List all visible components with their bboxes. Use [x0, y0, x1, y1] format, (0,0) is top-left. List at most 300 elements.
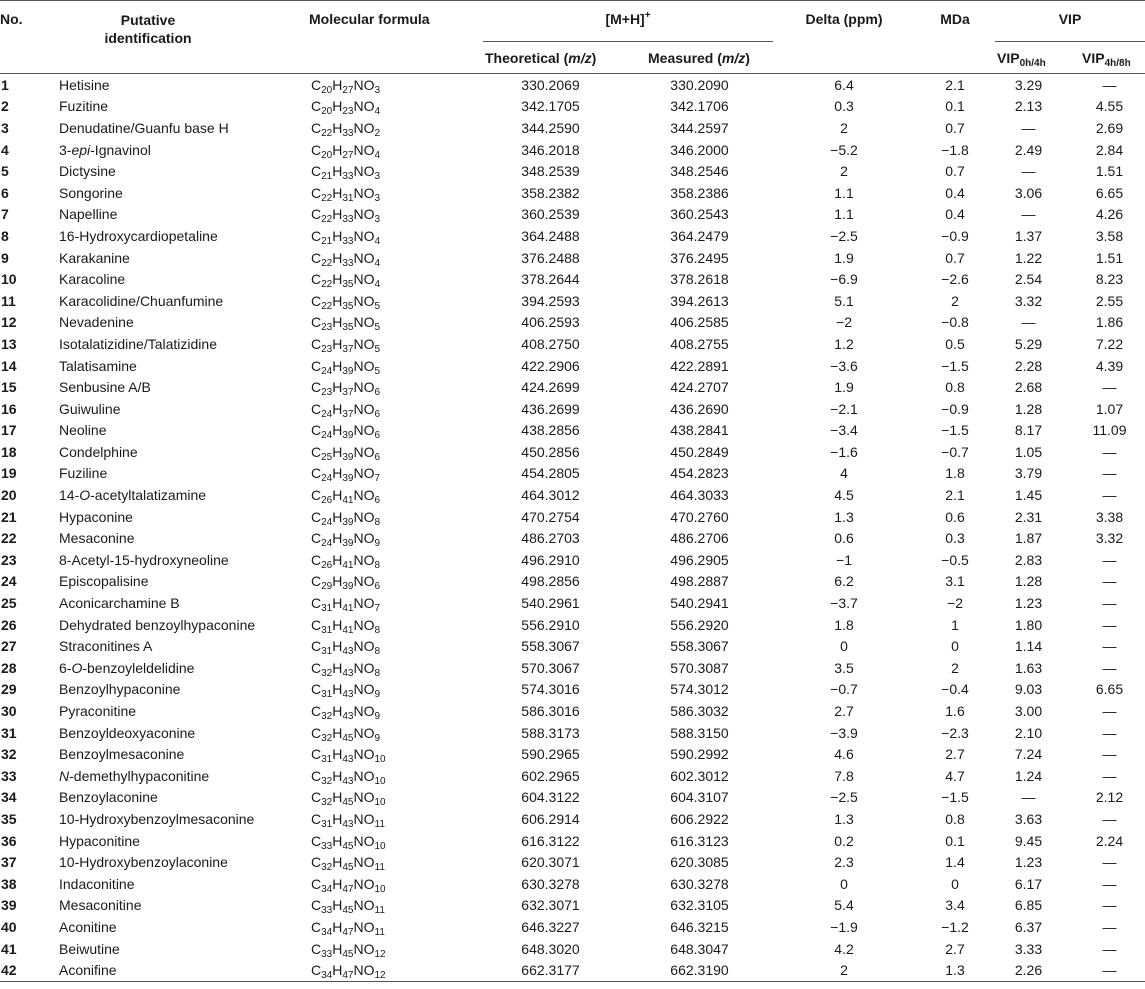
header-molecular-formula: Molecular formula — [309, 1, 483, 74]
molecular-formula: $C_{24}H_{39}NO_5$ — [311, 357, 381, 377]
table-row — [0, 204, 1145, 226]
table-row — [0, 441, 1145, 463]
vip-4h-8h: — — [1102, 573, 1117, 590]
compound-name: Talatisamine — [59, 357, 137, 374]
row-number: 9 — [1, 249, 9, 266]
molecular-formula: $C_{24}H_{39}NO_8$ — [311, 508, 381, 528]
vip-4h-8h: — — [1102, 487, 1117, 504]
measured-mz: 620.3085 — [670, 854, 729, 871]
vip-4h-8h: 4.39 — [1095, 357, 1124, 374]
row-number: 10 — [1, 271, 17, 288]
molecular-formula: $C_{22}H_{31}NO_3$ — [311, 184, 381, 204]
vip-4h-8h: 4.55 — [1095, 98, 1124, 115]
theoretical-mz: 606.2914 — [521, 810, 580, 827]
row-number: 27 — [1, 638, 17, 655]
delta-ppm: 0.6 — [834, 530, 854, 547]
mda-value: −1.5 — [941, 789, 969, 806]
vip-4h-8h: — — [1102, 443, 1117, 460]
table-row — [0, 333, 1145, 355]
compound-name: Pyraconitine — [59, 703, 137, 720]
row-number: 20 — [1, 487, 17, 504]
delta-ppm: 1.2 — [834, 335, 854, 352]
table-row — [0, 376, 1145, 398]
table-row — [0, 592, 1145, 614]
delta-ppm: 4.2 — [834, 940, 854, 957]
mda-value: 2 — [951, 659, 959, 676]
theoretical-mz: 408.2750 — [521, 335, 580, 352]
vip-0h-4h: 2.49 — [1014, 141, 1043, 158]
delta-ppm: 1.9 — [834, 249, 854, 266]
theoretical-mz: 378.2644 — [521, 271, 580, 288]
compound-name: 8-Acetyl-15-hydroxyneoline — [59, 551, 229, 568]
delta-ppm: 0 — [840, 638, 848, 655]
compound-name: 6-O-benzoyleldelidine — [59, 659, 195, 676]
theoretical-mz: 496.2910 — [521, 551, 580, 568]
delta-ppm: −3.4 — [830, 422, 858, 439]
row-number: 14 — [1, 357, 17, 374]
mda-value: −0.8 — [941, 314, 969, 331]
vip-0h-4h: 2.83 — [1014, 551, 1043, 568]
measured-mz: 602.3012 — [670, 767, 729, 784]
row-number: 22 — [1, 530, 17, 547]
header-vip-4h-8h: $VIP_{4h/8h}$ — [1074, 42, 1145, 74]
molecular-formula: $C_{22}H_{33}NO_3$ — [311, 206, 381, 226]
row-number: 34 — [1, 789, 17, 806]
compound-name: 16-Hydroxycardiopetaline — [59, 227, 218, 244]
table-row — [0, 117, 1145, 139]
vip-0h-4h: — — [1021, 206, 1036, 223]
vip-0h-4h: 3.29 — [1014, 76, 1043, 93]
vip-0h-4h: 2.68 — [1014, 379, 1043, 396]
mda-value: −0.7 — [941, 443, 969, 460]
measured-mz: 588.3150 — [670, 724, 729, 741]
vip-0h-4h: 1.23 — [1014, 854, 1043, 871]
vip-0h-4h: 1.05 — [1014, 443, 1043, 460]
mda-value: 2.7 — [945, 940, 965, 957]
vip-0h-4h: 1.23 — [1014, 595, 1043, 612]
delta-ppm: −0.7 — [830, 681, 858, 698]
vip-0h-4h: 3.06 — [1014, 184, 1043, 201]
mda-value: 2.1 — [945, 76, 965, 93]
theoretical-mz: 454.2805 — [521, 465, 580, 482]
row-number: 25 — [1, 595, 17, 612]
compound-name: Mesaconine — [59, 530, 135, 547]
header-theoretical: Theoretical (m/z) — [483, 42, 638, 74]
mda-value: 1.4 — [945, 854, 965, 871]
vip-4h-8h: 3.38 — [1095, 508, 1124, 525]
theoretical-mz: 498.2856 — [521, 573, 580, 590]
vip-4h-8h: — — [1102, 76, 1117, 93]
measured-mz: 376.2495 — [670, 249, 729, 266]
compound-name: Songorine — [59, 184, 123, 201]
vip-0h-4h: 2.26 — [995, 959, 1074, 981]
delta-ppm: 0.3 — [834, 98, 854, 115]
table-row — [0, 268, 1145, 290]
molecular-formula: $C_{22}H_{35}NO_5$ — [311, 292, 381, 312]
vip-4h-8h: — — [1102, 767, 1117, 784]
molecular-formula: $C_{20}H_{23}NO_4$ — [311, 98, 381, 118]
compound-name: Benzoylaconine — [59, 789, 158, 806]
table-row — [0, 74, 1145, 96]
molecular-formula: $C_{32}H_{43}NO_{10}$ — [311, 767, 386, 787]
delta-ppm: 7.8 — [834, 767, 854, 784]
measured-mz: 632.3105 — [670, 897, 729, 914]
header-vip: VIP — [1058, 11, 1082, 27]
vip-0h-4h: 1.28 — [1014, 400, 1043, 417]
vip-4h-8h: — — [1074, 959, 1145, 981]
vip-0h-4h: 6.37 — [1014, 918, 1043, 935]
theoretical-mz: 632.3071 — [521, 897, 580, 914]
row-number: 12 — [1, 314, 17, 331]
vip-4h-8h: 1.51 — [1095, 249, 1124, 266]
row-number: 33 — [1, 767, 17, 784]
measured-mz: 630.3278 — [670, 875, 729, 892]
molecular-formula: $C_{31}H_{43}NO_9$ — [311, 681, 381, 701]
vip-0h-4h: 1.80 — [1014, 616, 1043, 633]
row-number: 32 — [1, 746, 17, 763]
vip-0h-4h: 1.87 — [1014, 530, 1043, 547]
vip-0h-4h: 2.54 — [1014, 271, 1043, 288]
vip-4h-8h: 2.55 — [1095, 292, 1124, 309]
measured-mz: 438.2841 — [670, 422, 729, 439]
row-number: 40 — [1, 918, 17, 935]
table-row — [0, 225, 1145, 247]
vip-0h-4h: 1.14 — [1014, 638, 1043, 655]
compound-name: Aconitine — [59, 918, 117, 935]
measured-mz: 364.2479 — [670, 227, 729, 244]
theoretical-mz: 620.3071 — [521, 854, 580, 871]
measured-mz: 486.2706 — [670, 530, 729, 547]
delta-ppm: −2.5 — [830, 227, 858, 244]
mda-value: 1.3 — [915, 959, 995, 981]
vip-4h-8h: — — [1102, 659, 1117, 676]
measured-mz: 422.2891 — [670, 357, 729, 374]
compound-name: Fuzitine — [59, 98, 109, 115]
row-number: 7 — [1, 206, 9, 223]
table-row — [0, 722, 1145, 744]
theoretical-mz: 406.2593 — [521, 314, 580, 331]
row-number: 36 — [1, 832, 17, 849]
delta-ppm: −3.6 — [830, 357, 858, 374]
molecular-formula: $C_{33}H_{45}NO_{10}$ — [311, 832, 386, 852]
vip-4h-8h: — — [1102, 595, 1117, 612]
measured-mz: 648.3047 — [670, 940, 729, 957]
vip-4h-8h: — — [1102, 918, 1117, 935]
row-number: 42 — [0, 959, 57, 981]
vip-0h-4h: 1.45 — [1014, 487, 1043, 504]
table-row — [0, 506, 1145, 528]
compound-name: Episcopalisine — [59, 573, 149, 590]
vip-4h-8h: — — [1102, 897, 1117, 914]
delta-ppm: −2.5 — [830, 789, 858, 806]
delta-ppm: 2.7 — [834, 703, 854, 720]
vip-0h-4h: 1.37 — [1014, 227, 1043, 244]
row-number: 16 — [1, 400, 17, 417]
vip-0h-4h: 3.79 — [1014, 465, 1043, 482]
vip-4h-8h: — — [1102, 616, 1117, 633]
mda-value: 0 — [951, 638, 959, 655]
mda-value: 1 — [951, 616, 959, 633]
delta-ppm: 6.2 — [834, 573, 854, 590]
mda-value: 0.4 — [945, 206, 965, 223]
measured-mz: 604.3107 — [670, 789, 729, 806]
mda-value: 2.1 — [945, 487, 965, 504]
mda-value: −0.4 — [941, 681, 969, 698]
row-number: 5 — [1, 163, 9, 180]
delta-ppm: −6.9 — [830, 271, 858, 288]
measured-mz: 556.2920 — [670, 616, 729, 633]
delta-ppm: −3.9 — [830, 724, 858, 741]
molecular-formula: $C_{32}H_{43}NO_8$ — [311, 659, 381, 679]
row-number: 41 — [1, 940, 17, 957]
molecular-formula: $C_{22}H_{35}NO_4$ — [311, 271, 381, 290]
delta-ppm: −1 — [836, 551, 852, 568]
table-header — [0, 1, 1145, 74]
theoretical-mz: 556.2910 — [521, 616, 580, 633]
measured-mz: 378.2618 — [670, 271, 729, 288]
vip-4h-8h: — — [1102, 465, 1117, 482]
mda-value: 1.6 — [945, 703, 965, 720]
molecular-formula: $C_{34}H_{47}NO_{12}$ — [309, 959, 483, 981]
measured-mz: 394.2613 — [670, 292, 729, 309]
compound-name: Condelphine — [59, 443, 138, 460]
mda-value: 0.1 — [945, 832, 965, 849]
table-row — [0, 787, 1145, 809]
mda-value: −2.6 — [941, 271, 969, 288]
table-row — [0, 398, 1145, 420]
molecular-formula: $C_{31}H_{43}NO_8$ — [311, 638, 381, 658]
compound-name: Hypaconitine — [59, 832, 140, 849]
theoretical-mz: 574.3016 — [521, 681, 580, 698]
measured-mz: 408.2755 — [670, 335, 729, 352]
theoretical-mz: 586.3016 — [521, 703, 580, 720]
mda-value: 0.7 — [945, 249, 965, 266]
compound-name: 14-O-acetyltalatizamine — [59, 487, 207, 504]
mda-value: 0.7 — [945, 163, 965, 180]
compound-name: Napelline — [59, 206, 118, 223]
table-row — [0, 355, 1145, 377]
molecular-formula: $C_{32}H_{43}NO_9$ — [311, 703, 381, 722]
table-row — [0, 657, 1145, 679]
vip-0h-4h: — — [1021, 314, 1036, 331]
compound-name: Karacoline — [59, 271, 126, 288]
theoretical-mz: 394.2593 — [521, 292, 580, 309]
delta-ppm: −1.6 — [830, 443, 858, 460]
compound-name: Dictysine — [59, 163, 116, 180]
compound-name: Straconitines A — [59, 638, 153, 655]
mda-value: 4.7 — [945, 767, 965, 784]
mda-value: −1.5 — [941, 357, 969, 374]
table-row — [0, 571, 1145, 593]
molecular-formula: $C_{21}H_{33}NO_3$ — [311, 163, 381, 182]
table-row — [0, 96, 1145, 118]
vip-4h-8h: 2.12 — [1095, 789, 1124, 806]
delta-ppm: 4 — [840, 465, 848, 482]
molecular-formula: $C_{32}H_{45}NO_{11}$ — [311, 854, 385, 873]
compound-name: 10-Hydroxybenzoylaconine — [59, 854, 228, 871]
table-row — [0, 527, 1145, 549]
compound-name: Denudatine/Guanfu base H — [59, 119, 229, 136]
molecular-formula: $C_{24}H_{39}NO_6$ — [311, 422, 381, 442]
vip-4h-8h: 4.26 — [1095, 206, 1124, 223]
vip-0h-4h: 9.03 — [1014, 681, 1043, 698]
theoretical-mz: 342.1705 — [521, 98, 580, 115]
vip-4h-8h: — — [1102, 854, 1117, 871]
mda-value: 0.5 — [945, 335, 965, 352]
delta-ppm: 5.1 — [834, 292, 854, 309]
measured-mz: 344.2597 — [670, 119, 729, 136]
measured-mz: 346.2000 — [670, 141, 729, 158]
delta-ppm: −5.2 — [830, 141, 858, 158]
delta-ppm: −2 — [836, 314, 852, 331]
table-row — [0, 700, 1145, 722]
row-number: 38 — [1, 875, 17, 892]
row-number: 35 — [1, 810, 17, 827]
theoretical-mz: 602.2965 — [521, 767, 580, 784]
theoretical-mz: 424.2699 — [521, 379, 580, 396]
row-number: 17 — [1, 422, 17, 439]
measured-mz: 646.3215 — [670, 918, 729, 935]
compound-name: Benzoylmesaconine — [59, 746, 185, 763]
header-no: No. — [0, 1, 57, 74]
theoretical-mz: 358.2382 — [521, 184, 580, 201]
compound-name: Senbusine A/B — [59, 379, 151, 396]
vip-0h-4h: 3.33 — [1014, 940, 1043, 957]
vip-0h-4h: 2.13 — [1014, 98, 1043, 115]
row-number: 1 — [1, 76, 9, 93]
molecular-formula: $C_{22}H_{33}NO_2$ — [311, 119, 381, 139]
theoretical-mz: 470.2754 — [521, 508, 580, 525]
molecular-formula: $C_{25}H_{39}NO_6$ — [311, 443, 381, 463]
molecular-formula: $C_{24}H_{39}NO_9$ — [311, 530, 381, 550]
theoretical-mz: 604.3122 — [521, 789, 580, 806]
measured-mz: 330.2090 — [670, 76, 729, 93]
measured-mz: 496.2905 — [670, 551, 729, 568]
header-vip-0h-4h: $VIP_{0h/4h}$ — [995, 42, 1074, 74]
molecular-formula: $C_{23}H_{37}NO_5$ — [311, 335, 381, 355]
theoretical-mz: 344.2590 — [521, 119, 580, 136]
mda-value: 0.1 — [945, 98, 965, 115]
delta-ppm: 1.3 — [834, 810, 854, 827]
vip-4h-8h: — — [1102, 746, 1117, 763]
row-number: 28 — [1, 659, 17, 676]
vip-4h-8h: 7.22 — [1095, 335, 1124, 352]
row-number: 37 — [1, 854, 17, 871]
vip-4h-8h: 3.58 — [1095, 227, 1124, 244]
theoretical-mz: 646.3227 — [521, 918, 580, 935]
measured-mz: 360.2543 — [670, 206, 729, 223]
table-row — [0, 679, 1145, 701]
molecular-formula: $C_{33}H_{45}NO_{12}$ — [311, 940, 386, 960]
vip-4h-8h: 1.86 — [1095, 314, 1124, 331]
theoretical-mz: 662.3177 — [483, 959, 638, 981]
table-row — [0, 549, 1145, 571]
compound-name: Karakanine — [59, 249, 130, 266]
table-row — [0, 139, 1145, 161]
table-row — [0, 463, 1145, 485]
measured-mz: 574.3012 — [670, 681, 729, 698]
row-number: 11 — [1, 292, 16, 309]
compound-name: Karacolidine/Chuanfumine — [59, 292, 224, 309]
table-row — [0, 916, 1145, 938]
vip-0h-4h: 6.85 — [1014, 897, 1043, 914]
table-row — [0, 420, 1145, 442]
vip-4h-8h: 3.32 — [1095, 530, 1124, 547]
vip-4h-8h: 6.65 — [1095, 184, 1124, 201]
compound-name: Mesaconitine — [59, 897, 142, 914]
measured-mz: 616.3123 — [670, 832, 729, 849]
mda-value: 0 — [951, 875, 959, 892]
measured-mz: 406.2585 — [670, 314, 729, 331]
row-number: 4 — [1, 141, 9, 158]
mda-value: 0.4 — [945, 184, 965, 201]
vip-0h-4h: 3.63 — [1014, 810, 1043, 827]
vip-0h-4h: 1.63 — [1014, 659, 1043, 676]
delta-ppm: 1.8 — [834, 616, 854, 633]
vip-0h-4h: 5.29 — [1014, 335, 1043, 352]
table-row — [0, 635, 1145, 657]
compound-name: Indaconitine — [59, 875, 135, 892]
measured-mz: 662.3190 — [638, 959, 773, 981]
vip-4h-8h: — — [1102, 638, 1117, 655]
table-row — [0, 808, 1145, 830]
header-putative-identification: Putative identification — [57, 1, 309, 74]
row-number: 24 — [1, 573, 17, 590]
vip-0h-4h: 3.00 — [1014, 703, 1043, 720]
row-number: 3 — [1, 119, 9, 136]
vip-0h-4h: — — [1021, 789, 1036, 806]
vip-4h-8h: — — [1102, 875, 1117, 892]
compound-name: Isotalatizidine/Talatizidine — [59, 335, 217, 352]
theoretical-mz: 540.2961 — [521, 595, 580, 612]
compound-name: Beiwutine — [59, 940, 120, 957]
measured-mz: 348.2546 — [670, 163, 729, 180]
vip-0h-4h: 1.28 — [1014, 573, 1043, 590]
mda-value: 0.8 — [945, 379, 965, 396]
molecular-formula: $C_{21}H_{33}NO_4$ — [311, 227, 381, 247]
table-row — [0, 312, 1145, 334]
molecular-formula: $C_{31}H_{41}NO_8$ — [311, 616, 381, 636]
measured-mz: 424.2707 — [670, 379, 729, 396]
theoretical-mz: 464.3012 — [521, 487, 580, 504]
vip-4h-8h: 6.65 — [1095, 681, 1124, 698]
row-number: 21 — [1, 508, 17, 525]
molecular-formula: $C_{22}H_{33}NO_4$ — [311, 249, 381, 269]
measured-mz: 470.2760 — [670, 508, 729, 525]
mda-value: 2.7 — [945, 746, 965, 763]
molecular-formula: $C_{23}H_{35}NO_5$ — [311, 314, 381, 334]
delta-ppm: 1.1 — [834, 206, 854, 223]
compound-name: Benzoyldeoxyaconine — [59, 724, 196, 741]
measured-mz: 450.2849 — [670, 443, 729, 460]
molecular-formula: $C_{33}H_{45}NO_{11}$ — [311, 897, 385, 917]
delta-ppm: 6.4 — [834, 76, 854, 93]
theoretical-mz: 648.3020 — [521, 940, 580, 957]
vip-0h-4h: 1.24 — [1014, 767, 1043, 784]
vip-0h-4h: 2.31 — [1014, 508, 1043, 525]
row-number: 15 — [1, 379, 17, 396]
row-number: 18 — [1, 443, 17, 460]
molecular-formula: $C_{32}H_{45}NO_9$ — [311, 724, 381, 744]
molecular-formula: $C_{23}H_{37}NO_6$ — [311, 379, 381, 398]
delta-ppm: 3.5 — [834, 659, 854, 676]
theoretical-mz: 590.2965 — [521, 746, 580, 763]
measured-mz: 570.3087 — [670, 659, 729, 676]
row-number: 30 — [1, 703, 17, 720]
header-delta-ppm: Delta (ppm) — [773, 1, 915, 74]
mda-value: −1.2 — [941, 918, 969, 935]
row-number: 19 — [1, 465, 17, 482]
